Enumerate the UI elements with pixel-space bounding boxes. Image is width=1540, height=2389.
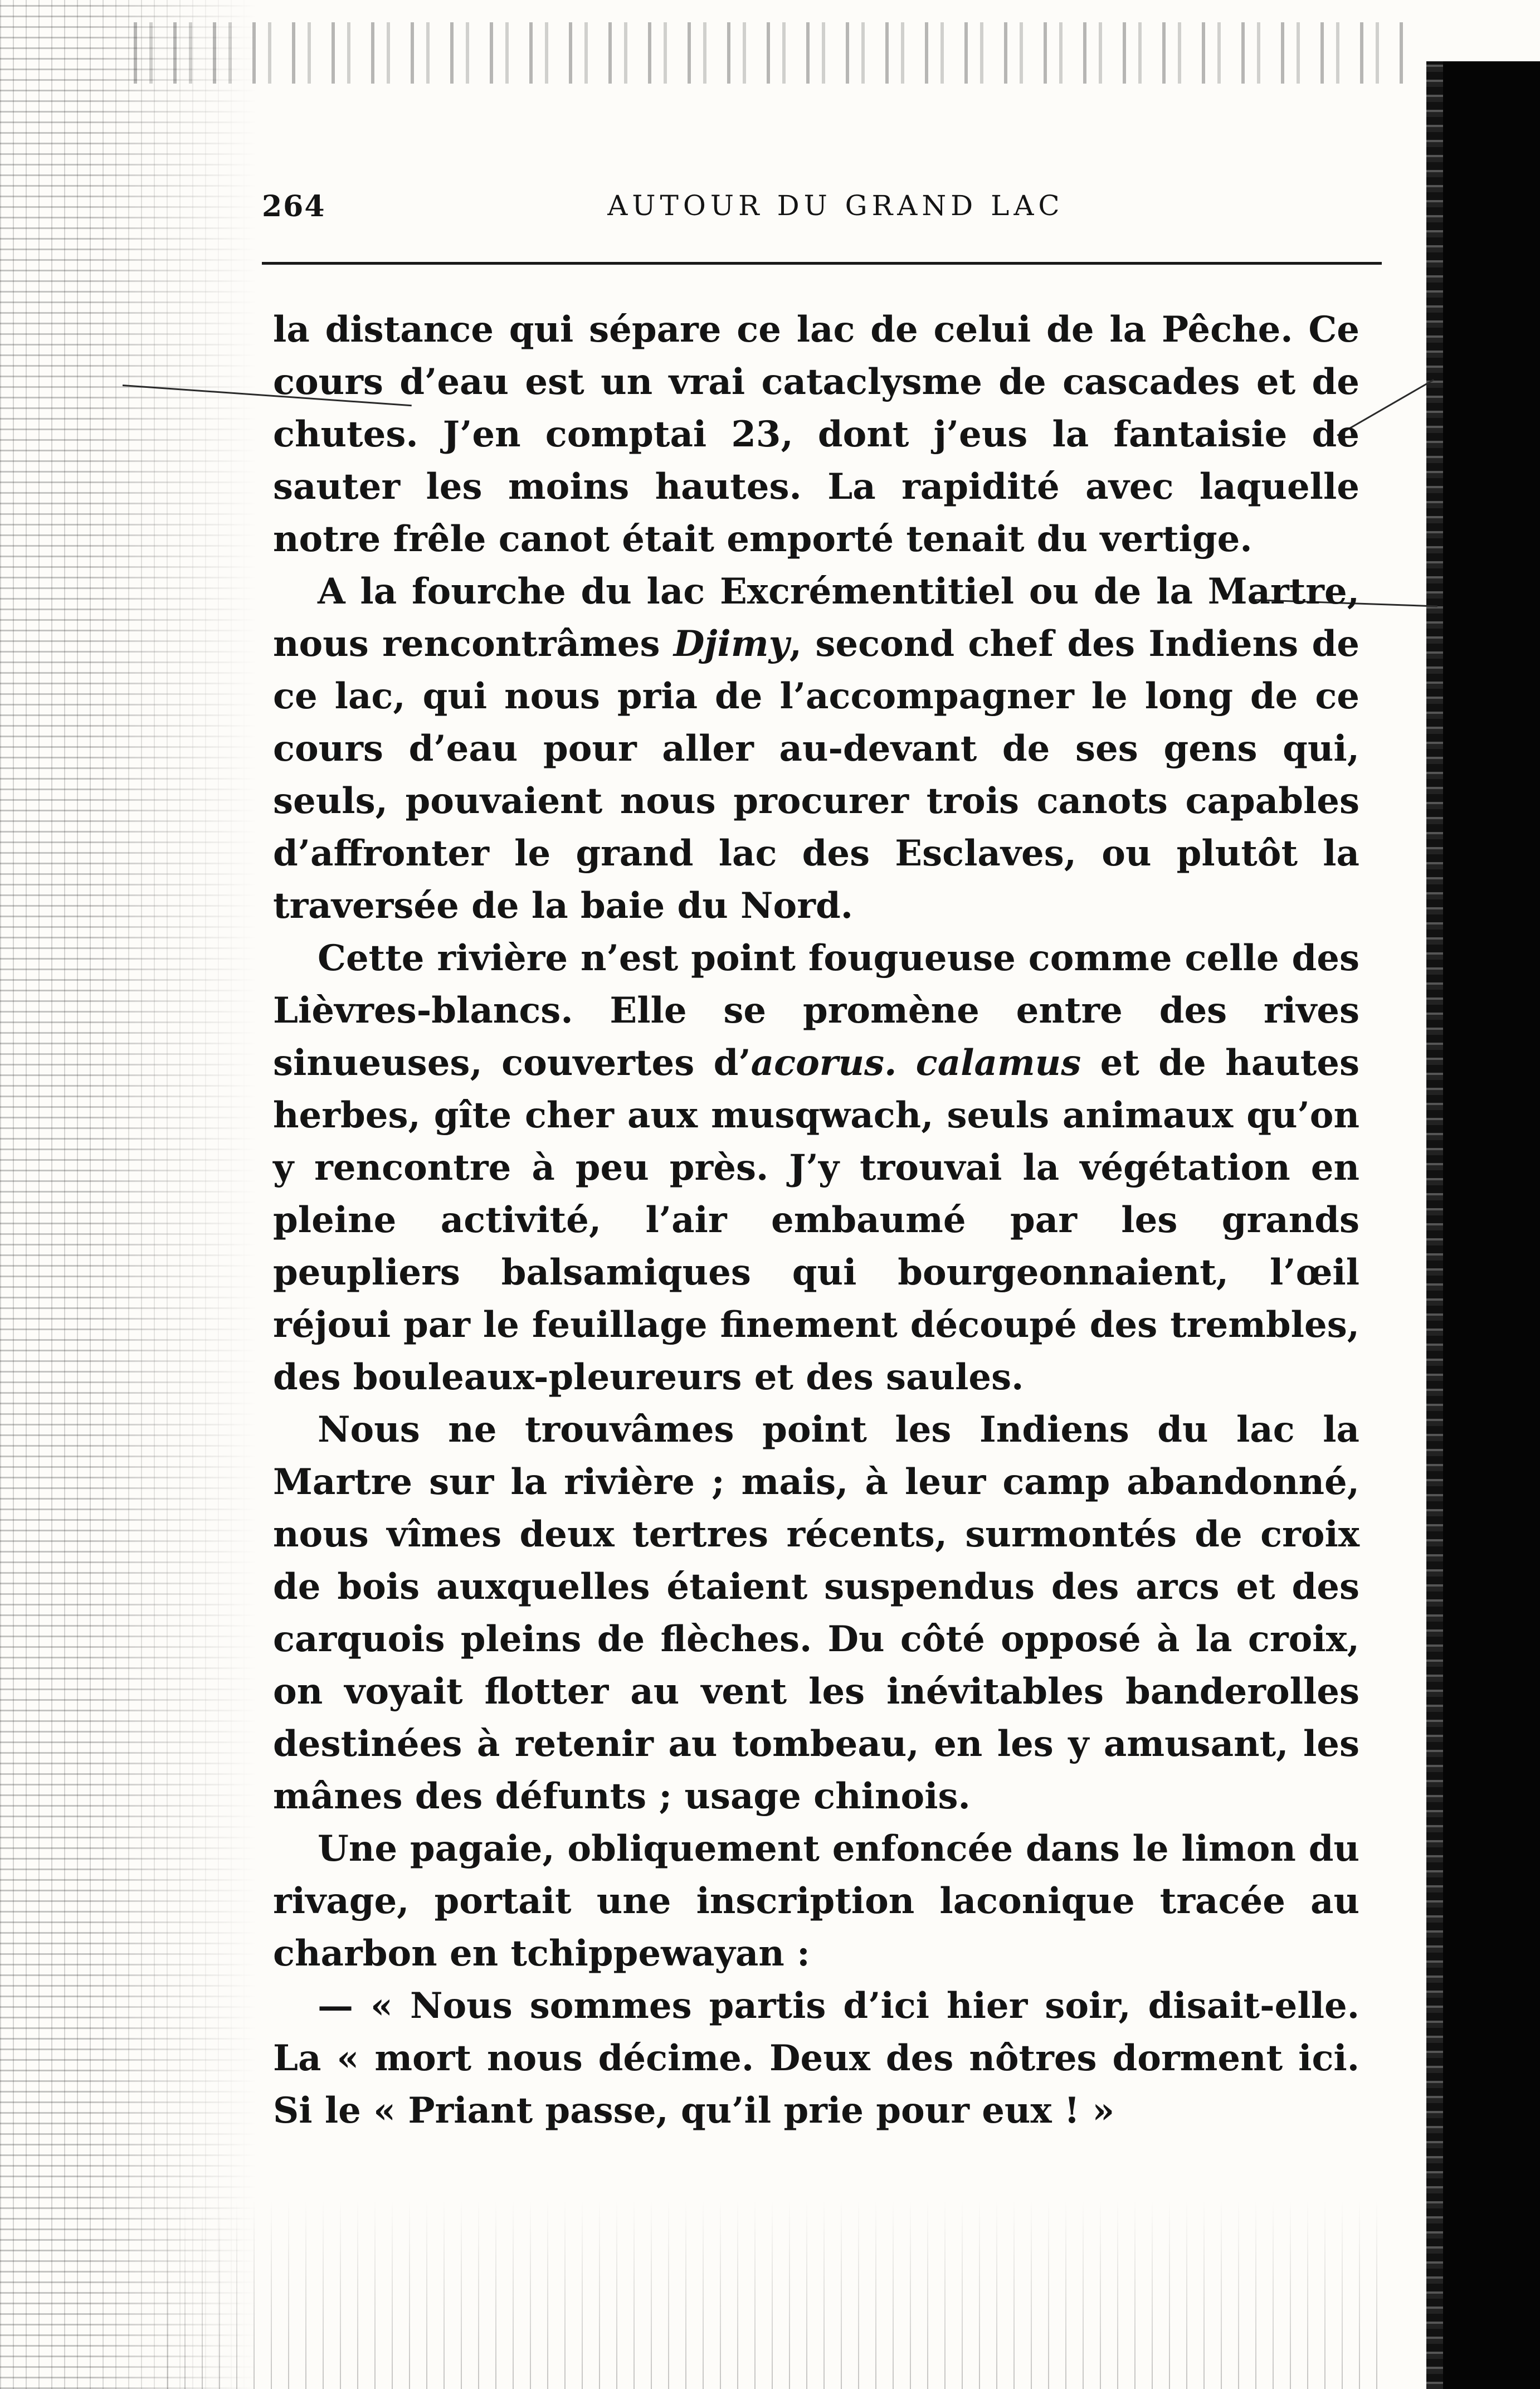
text-segment: , second chef des Indiens de ce lac, qui nous pria de l’accompagner le long de ce cours d’eau pour aller au-devant de ses gens qui, seuls, pouvaient nous procurer trois canots capables d’affronter le grand lac des Esclaves, ou plutôt la traversée de la baie du Nord. [273,623,1360,927]
scan-noise-bottom [167,2201,1393,2389]
scan-edge-right [1426,61,1445,2389]
scan-noise-left [0,0,256,2389]
scan-noise-top [134,22,1415,84]
text-segment: A la fourche du lac Excrémentitiel ou de la Martre, nous rencontrâmes [273,571,1359,665]
paragraph [273,932,1359,1404]
page-header [262,189,1376,240]
running-title: AUTOUR DU GRAND LAC [607,189,1064,222]
paragraph [273,566,1359,932]
paragraph: la distance qui sépare ce lac de celui de la Pêche. Ce cours d’eau est un vrai cataclysme de cascades et de chutes. J’en comptai 23, dont j’eus la fantaisie de sauter les moins hautes. La rapidité avec laquelle notre frêle canot était emporté tenait du vertige. [273,309,1359,560]
text-segment: Cette rivière n’est point fougueuse comme celle des Lièvres-blancs. Elle se promène entre des rives sinueuses, couvertes d’ [273,937,1359,1084]
paragraph: Une pagaie, obliquement enfoncée dans le limon du rivage, portait une inscription laconique tracée au charbon en tchippewayan : [273,1828,1359,1974]
name-djimy: Djimy [673,623,790,665]
paragraph: Nous ne trouvâmes point les Indiens du lac la Martre sur la rivière ; mais, à leur camp abandonné, nous vîmes deux tertres récents, surmontés de croix de bois auxquelles étaient suspendus des arcs et des carquois pleins de flèches. Du côté opposé à la croix, on voyait flotter au vent les inévitables banderolles destinées à retenir au tombeau, en les y amusant, les mânes des défunts ; usage chinois. [273,1409,1359,1817]
species-name: acorus. calamus [750,1042,1081,1084]
paragraph-quote: — « Nous sommes partis d’ici hier soir, disait-elle. La « mort nous décime. Deux des nôtres dorment ici. Si le « Priant passe, qu’il prie pour eux ! » [273,1985,1359,2132]
text-segment: et de hautes herbes, gîte cher aux musqwach, seuls animaux qu’on y rencontre à peu près. J’y trouvai la végétation en pleine activité, l’air embaumé par les grands peupliers balsamiques qui bourgeonnaient, l’œil réjoui par le feuillage finement découpé des trembles, des bouleaux-pleureurs et des saules. [273,1042,1359,1398]
header-rule [262,262,1382,265]
page-number: 264 [262,189,326,223]
body-text [273,304,1359,2137]
scan-black-border [1443,61,1540,2389]
